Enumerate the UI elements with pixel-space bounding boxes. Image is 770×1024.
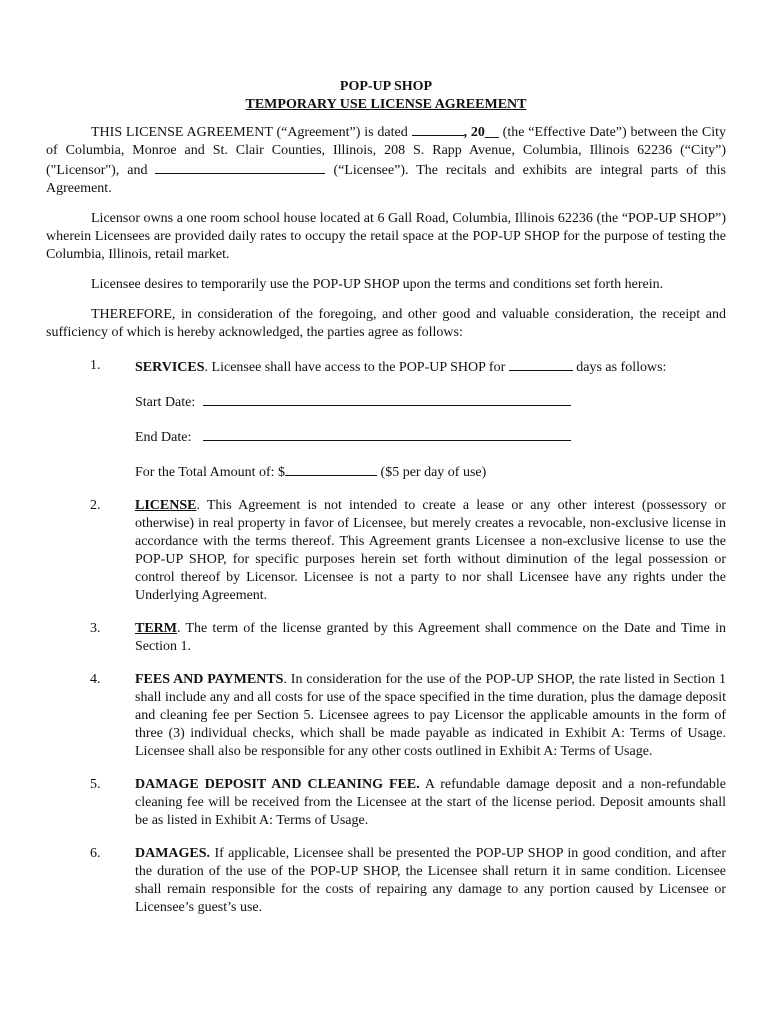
total-amount-note: ($5 per day of use) [377, 465, 487, 480]
section-number: 4. [90, 672, 101, 687]
intro-text-2: (the “Effective Date”) between the City of Columbia, Monroe and St. Clair Counties, Illinois, 208 S. Rapp Avenue, Columbia, Illinois 62236 (“City”) ("Licensor"), and [46, 125, 727, 178]
section-heading: DAMAGES. [135, 846, 211, 861]
section-damages [46, 845, 726, 917]
dated-blank [412, 122, 464, 136]
section-text: . This Agreement is not intended to create a lease or any other interest (possessory or otherwise) in real property in favor of Licensee, but merely creates a revocable, non-exclusive license in accordance with the terms thereof. This Agreement grants Licensee a non-exclusive license to use the POP-UP SHOP, for specific purposes herein set forth without diminution of the legal possession or control thereof by Licensor. Licensee is not a party to nor shall Licensee have any rights under the Underlying Agreement. [135, 498, 726, 603]
start-date-line [135, 392, 726, 412]
end-date-line [135, 427, 726, 447]
section-heading: FEES AND PAYMENTS [135, 672, 284, 687]
section-body [135, 671, 726, 761]
recital-paragraph-1: Licensor owns a one room school house located at 6 Gall Road, Columbia, Illinois 62236 (the “POP-UP SHOP”) wherein Licensees are provided daily rates to occupy the retail space at the POP-UP SHOP for the purpose of testing the Columbia, Illinois, retail market. [46, 211, 726, 262]
start-date-blank [203, 392, 571, 406]
document-page [46, 78, 726, 917]
document-title: POP-UP SHOP [339, 79, 433, 94]
total-amount-label: For the Total Amount of: $ [135, 465, 286, 480]
section-term [46, 620, 726, 656]
section-number: 3. [90, 621, 101, 636]
section-number: 5. [90, 777, 101, 792]
end-date-label: End Date: [135, 430, 192, 445]
intro-paragraph [46, 122, 726, 198]
section-number: 1. [90, 358, 101, 373]
days-blank [509, 357, 573, 371]
section-text: . In consideration for the use of the POP-UP SHOP, the rate listed in Section 1 shall include any and all costs for use of the space specified in the time duration, plus the damage deposit and cleaning fee per Section 5. Licensee agrees to pay Licensor the applicable amounts in the form of three (3) individual checks, which shall be made payable as indicated in Exhibit A: Terms of Usage. Licensee shall also be responsible for any other costs outlined in Exhibit A: Terms of Usage. [135, 672, 726, 759]
section-text: . The term of the license granted by this Agreement shall commence on the Date and Time in Section 1. [135, 621, 726, 654]
section-damage-deposit [46, 776, 726, 830]
section-text-2: days as follows: [572, 360, 667, 375]
section-heading: SERVICES [135, 360, 205, 375]
start-date-label: Start Date: [135, 395, 196, 410]
section-text: A refundable damage deposit and a non-refundable cleaning fee will be received from the Licensee at the start of the license period. Deposit amounts shall be as listed in Exhibit A: Terms of Usage. [135, 777, 726, 828]
section-heading: LICENSE [135, 498, 197, 513]
section-text: . Licensee shall have access to the POP-UP SHOP for [204, 360, 506, 375]
section-body [135, 845, 726, 917]
section-number: 2. [90, 498, 101, 513]
section-license [46, 497, 726, 605]
intro-year: , 20__ [463, 125, 499, 140]
section-body [135, 357, 726, 377]
section-body [135, 620, 726, 656]
section-heading: DAMAGE DEPOSIT AND CLEANING FEE. [135, 777, 420, 792]
licensee-name-blank [155, 160, 325, 174]
total-amount-blank [285, 462, 377, 476]
section-services [46, 357, 726, 482]
intro-text-1: THIS LICENSE AGREEMENT (“Agreement”) is dated [91, 125, 408, 140]
section-text: If applicable, Licensee shall be presented the POP-UP SHOP in good condition, and after the duration of the use of the POP-UP SHOP, the Licensee shall return it in same condition. Licensee shall remain responsible for the costs of repairing any damage to any portion caused by Licensee or Licensee’s guest’s use. [135, 846, 726, 915]
section-fees-and-payments [46, 671, 726, 761]
end-date-blank [203, 427, 571, 441]
recital-paragraph-3: THEREFORE, in consideration of the foregoing, and other good and valuable consideration, the receipt and sufficiency of which is hereby acknowledged, the parties agree as follows: [46, 307, 726, 340]
section-heading: TERM [135, 621, 177, 636]
section-number: 6. [90, 846, 101, 861]
recital-paragraph-2: Licensee desires to temporarily use the POP-UP SHOP upon the terms and conditions set forth herein. [91, 277, 664, 292]
document-subtitle: TEMPORARY USE LICENSE AGREEMENT [245, 97, 527, 112]
section-body [135, 776, 726, 830]
section-body [135, 497, 726, 605]
total-amount-line [135, 462, 726, 482]
intro-text-3: (“Licensee”). The recitals and exhibits are integral parts of this Agreement. [46, 163, 727, 196]
